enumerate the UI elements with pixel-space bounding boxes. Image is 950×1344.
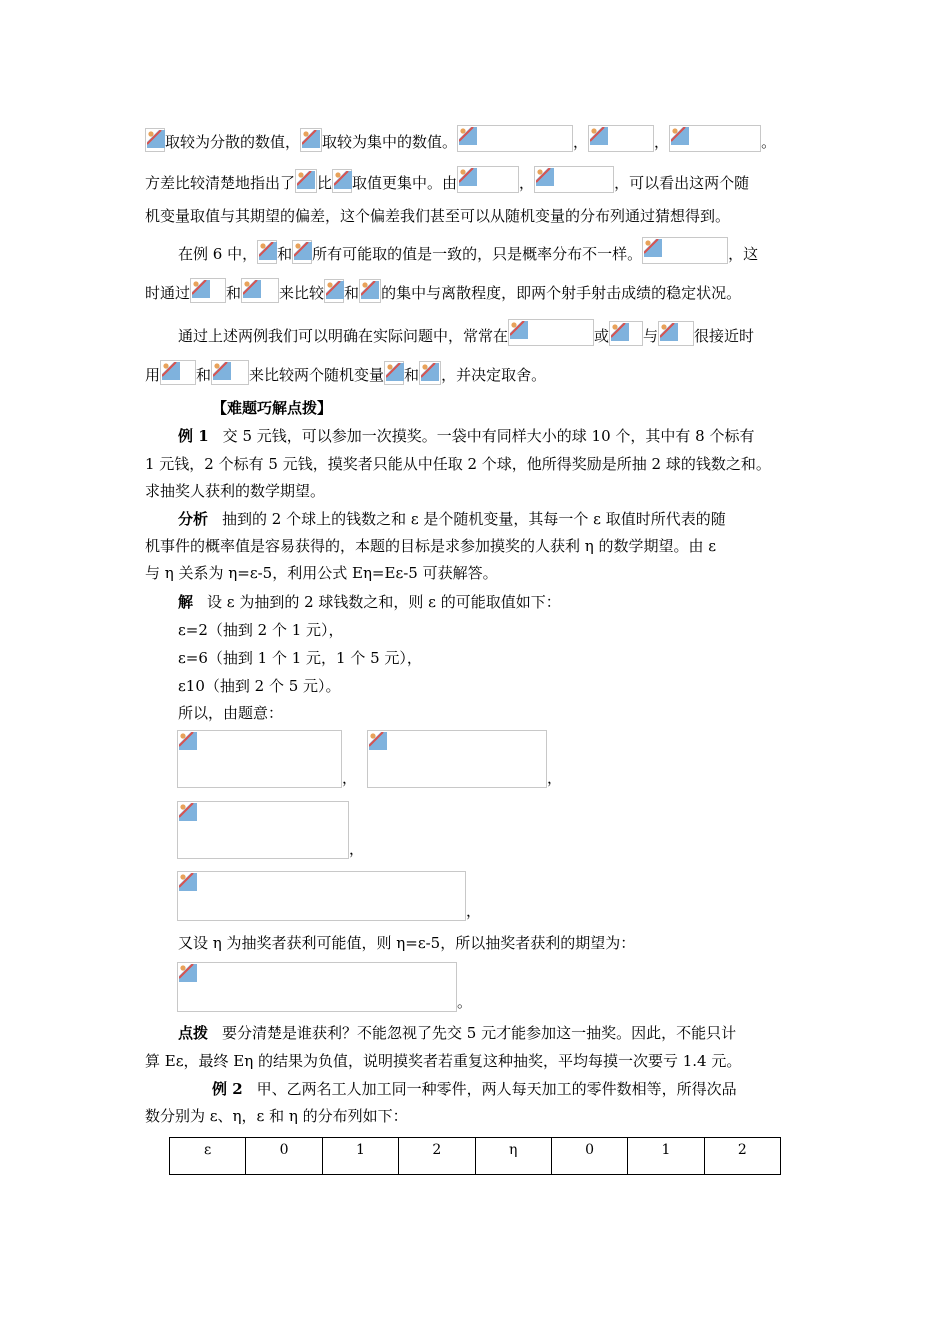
broken-image-icon [145,128,165,152]
text: 。 [457,993,473,1011]
broken-image-icon [177,871,466,921]
distribution-table [169,1137,781,1175]
analysis-line: 机事件的概率值是容易获得的，本题的目标是求参加摸奖的人获利 η 的数学期望。由 ε [145,537,717,555]
text: 和 [404,366,420,384]
text: 与 [643,327,659,345]
solution-so: 所以，由题意： [178,704,284,722]
tip-line [178,1023,736,1047]
text: 和 [196,366,212,384]
text: 取较为分散的数值， [165,133,301,151]
section-title: 【难题巧解点拨】 [212,399,333,417]
text: 比 [317,174,333,192]
broken-image-icon [457,166,519,193]
text: 所有可能取的值是一致的，只是概率分布不一样。 [312,245,643,263]
formula-row [177,962,472,1012]
example2-line: 数分别为 ε、η，ε 和 η 的分布列如下： [145,1107,408,1125]
table-cell: η [475,1138,551,1175]
table-cell: 2 [704,1138,780,1175]
formula-row [177,871,481,921]
broken-image-icon [359,279,381,303]
analysis-line [178,509,726,533]
broken-image-icon [177,801,349,859]
broken-image-icon [508,319,594,346]
text: 和 [226,284,242,302]
analysis-label: 分析 [178,510,209,528]
broken-image-icon [609,321,643,346]
broken-image-icon [177,730,342,788]
text: 很接近时 [694,327,755,345]
text: 取值更集中。由 [352,174,458,192]
broken-image-icon [300,128,322,152]
broken-image-icon [384,361,404,385]
example2-label: 例 2 [212,1080,243,1098]
broken-image-icon [658,321,694,346]
text: 抽到的 2 个球上的钱数之和 ε 是个随机变量，其每一个 ε 取值时所代表的随 [222,510,726,528]
table-row [170,1138,781,1175]
broken-image-icon [457,125,573,152]
solution-case: ε=2（抽到 2 个 1 元）， [178,621,344,639]
text: 的集中与离散程度，即两个射手射击成绩的稳定状况。 [381,284,742,302]
paragraph-line [178,319,754,343]
text: 。 [761,133,777,151]
text: ， [547,769,563,787]
paragraph-line [145,125,776,149]
broken-image-icon [241,278,279,303]
broken-image-icon [669,125,761,152]
text: 或 [594,327,610,345]
text: ， [342,769,358,787]
broken-image-icon [367,730,547,788]
text: 取较为集中的数值。 [322,133,458,151]
paragraph-line [178,237,758,261]
paragraph-line: 机变量取值与其期望的偏差，这个偏差我们甚至可以从随机变量的分布列通过猜想得到。 [145,207,731,225]
text: 来比较两个随机变量 [249,366,385,384]
text: 来比较 [279,284,325,302]
paragraph-line [145,166,749,190]
paragraph-line [145,360,546,384]
text: 时通过 [145,284,191,302]
text: 交 5 元钱，可以参加一次摸奖。一袋中有同样大小的球 10 个，其中有 8 个标有 [222,427,755,445]
example1-line: 求抽奖人获利的数学期望。 [145,482,326,500]
broken-image-icon [332,169,352,193]
example2-line [212,1079,737,1103]
broken-image-icon [257,240,277,264]
solution-label: 解 [178,593,194,611]
table-cell: 1 [322,1138,398,1175]
broken-image-icon [295,169,317,193]
broken-image-icon [419,361,441,385]
broken-image-icon [160,360,196,385]
table-cell: 0 [551,1138,627,1175]
table-cell: 0 [246,1138,322,1175]
example1-line [178,426,754,450]
text: ， [349,840,365,858]
text: ， [466,902,482,920]
text: 用 [145,366,161,384]
text: ，并决定取舍。 [441,366,547,384]
broken-image-icon [588,125,654,152]
example1-line: 1 元钱，2 个标有 5 元钱，摸奖者只能从中任取 2 个球，他所得奖励是所抽 2 球的钱数之和。 [145,455,771,473]
tip-line: 算 Eε，最终 Eη 的结果为负值，说明摸奖者若重复这种抽奖，平均每摸一次要亏 1.4 元。 [145,1052,742,1070]
text: 甲、乙两名工人加工同一种零件，两人每天加工的零件数相等，所得次品 [256,1080,737,1098]
table-cell: 1 [628,1138,704,1175]
broken-image-icon [642,237,728,264]
text: 通过上述两例我们可以明确在实际问题中，常常在 [178,327,509,345]
text: ， [654,133,670,151]
text: 和 [277,245,293,263]
formula-row [177,730,562,788]
text: 要分清楚是谁获利？不能忽视了先交 5 元才能参加这一抽奖。因此，不能只计 [222,1024,737,1042]
formula-row [177,801,364,859]
tip-label: 点拨 [178,1024,209,1042]
table-cell: 2 [399,1138,475,1175]
text: 方差比较清楚地指出了 [145,174,296,192]
broken-image-icon [211,360,249,385]
broken-image-icon [177,962,457,1012]
solution-case: ε=6（抽到 1 个 1 元，1 个 5 元）， [178,649,422,667]
eta-line: 又设 η 为抽奖者获利可能值，则 η=ε-5，所以抽奖者获利的期望为： [178,934,636,952]
broken-image-icon [190,278,226,303]
solution-line [178,592,561,616]
solution-case: ε10（抽到 2 个 5 元）。 [178,677,341,695]
text: 设 ε 为抽到的 2 球钱数之和，则 ε 的可能取值如下： [207,593,561,611]
text: ， [519,174,535,192]
paragraph-line [145,278,741,302]
broken-image-icon [292,240,312,264]
text: ，可以看出这两个随 [614,174,750,192]
text: ，这 [728,245,759,263]
broken-image-icon [534,166,614,193]
table-cell: ε [170,1138,246,1175]
example1-label: 例 1 [178,427,209,445]
analysis-line: 与 η 关系为 η=ε-5，利用公式 Eη=Eε-5 可获解答。 [145,564,498,582]
text: 在例 6 中， [178,245,258,263]
text: 和 [344,284,360,302]
text: ， [573,133,589,151]
broken-image-icon [324,279,344,303]
